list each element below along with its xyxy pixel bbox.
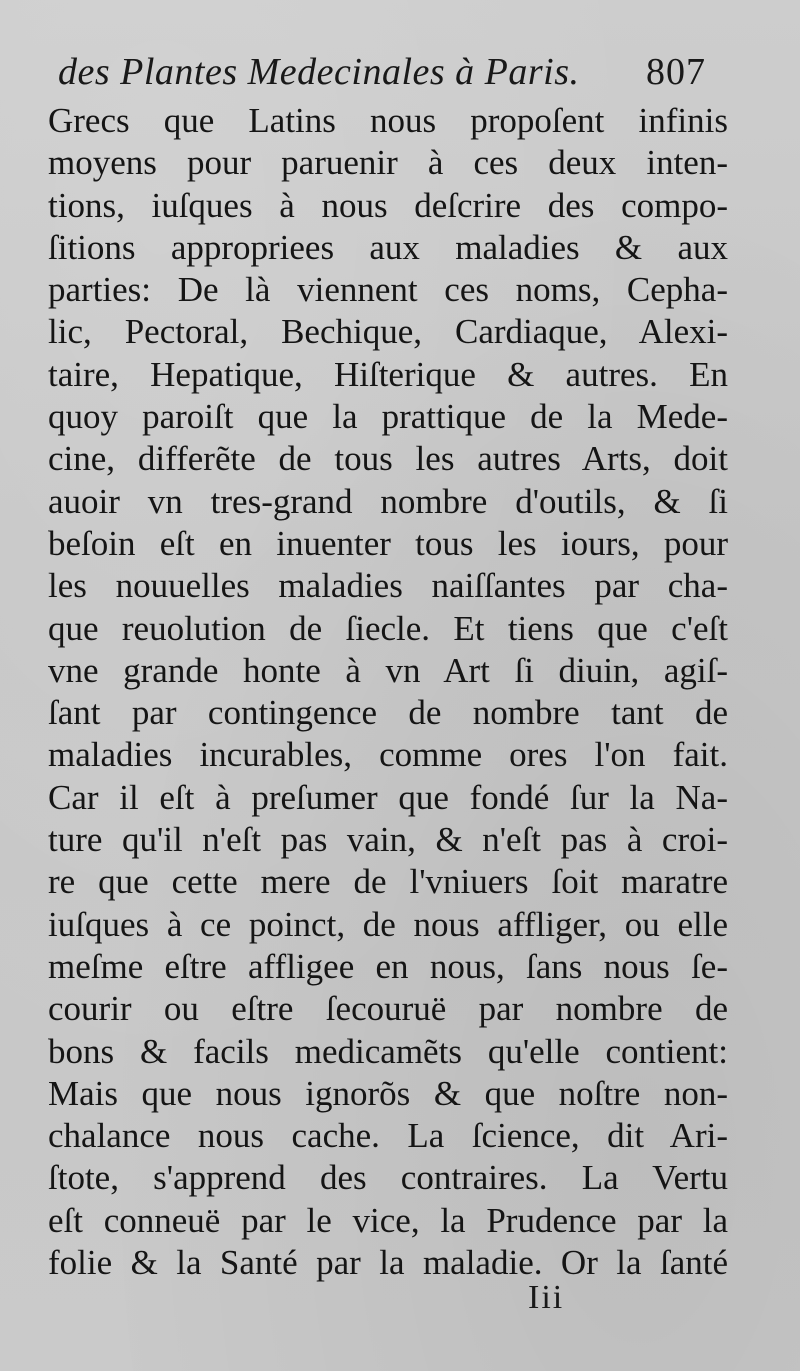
text-line: auoir vn tres-grand nombre d'outils, & ſi	[48, 481, 728, 521]
body-text	[48, 100, 728, 1284]
text-line: Car il eſt à preſumer que fondé ſur la Na-	[48, 777, 728, 817]
text-line: les nouuelles maladies naiſſantes par cha-	[48, 566, 728, 606]
text-line: ſtote, s'apprend des contraires. La Vertu	[48, 1158, 728, 1198]
text-line: ture qu'il n'eſt pas vain, & n'eſt pas à croi-	[48, 820, 728, 860]
text-line: vne grande honte à vn Art ſi diuin, agiſ-	[48, 650, 728, 690]
text-line: meſme eſtre affligee en nous, ſans nous ſe-	[48, 946, 728, 986]
text-line: taire, Hepatique, Hiſterique & autres. En	[48, 354, 728, 394]
text-line: ſant par contingence de nombre tant de	[48, 693, 728, 733]
text-line: moyens pour paruenir à ces deux inten-	[48, 143, 728, 183]
text-line: beſoin eſt en inuenter tous les iours, pour	[48, 523, 728, 563]
text-line: cine, differẽte de tous les autres Arts, doit	[48, 439, 728, 479]
page-number: 807	[646, 51, 706, 93]
text-line: courir ou eſtre ſecouruë par nombre de	[48, 989, 728, 1029]
text-line: Grecs que Latins nous propoſent infinis	[48, 101, 728, 140]
text-line: parties: De là viennent ces noms, Cepha-	[48, 270, 728, 310]
text-line: que reuolution de ſiecle. Et tiens que c'eſt	[48, 608, 728, 648]
text-line: tions, iuſques à nous deſcrire des compo-	[48, 185, 728, 225]
text-line: maladies incurables, comme ores l'on fait.	[48, 735, 728, 775]
text-line: Mais que nous ignorõs & que noſtre non-	[48, 1073, 728, 1113]
running-head-title: des Plantes Medecinales à Paris.	[58, 51, 580, 93]
text-line: re que cette mere de l'vniuers ſoit maratre	[48, 862, 728, 902]
text-line: ſitions appropriees aux maladies & aux	[48, 227, 728, 267]
text-line: folie & la Santé par la maladie. Or la ſanté	[48, 1243, 728, 1283]
text-line: lic, Pectoral, Bechique, Cardiaque, Alexi-	[48, 312, 728, 352]
text-line: chalance nous cache. La ſcience, dit Ari-	[48, 1116, 728, 1156]
signature-mark: Iii	[528, 1279, 565, 1316]
text-line: quoy paroiſt que la prattique de la Mede-	[48, 397, 728, 437]
text-line: iuſques à ce poinct, de nous affliger, ou elle	[48, 904, 728, 944]
running-head	[58, 46, 738, 98]
text-line: bons & facils medicamẽts qu'elle contient:	[48, 1031, 728, 1071]
text-line: eſt conneuë par le vice, la Prudence par la	[48, 1200, 728, 1240]
